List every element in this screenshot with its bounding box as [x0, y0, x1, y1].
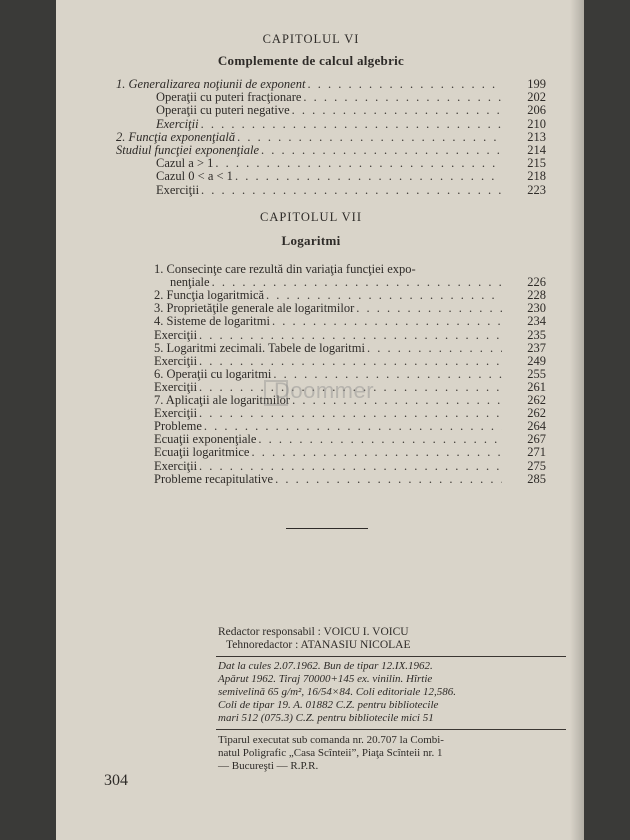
toc-entry: [154, 314, 504, 328]
toc-entry-page: 264: [527, 419, 546, 434]
toc-entry-title: 2. Funcţia exponenţială: [116, 129, 236, 144]
dot-leader: [212, 275, 502, 289]
toc-entry-page: 206: [527, 103, 546, 118]
toc-entry: [154, 419, 504, 433]
toc-entry-page: 237: [527, 340, 546, 355]
dot-leader: [215, 156, 502, 170]
imprint-line: Apărut 1962. Tiraj 70000+145 ex. vinilin. Hîrtie: [218, 673, 433, 685]
printing-line: — Bucureşti — R.P.R.: [218, 760, 319, 772]
dot-leader: [356, 301, 502, 315]
toc-entry: [116, 130, 504, 144]
dot-leader: [275, 472, 502, 486]
toc-entry: [116, 77, 504, 91]
dot-leader: [204, 419, 502, 433]
imprint-top-rule: [216, 656, 566, 657]
toc-entry: [154, 459, 504, 473]
toc-entry: [156, 90, 504, 104]
dot-leader: [201, 117, 502, 131]
dot-leader: [235, 169, 502, 183]
toc-entry-title: Operaţii cu puteri negative: [156, 103, 290, 118]
toc-entry-page: 210: [527, 116, 546, 131]
toc-entry: [154, 328, 504, 342]
toc-entry-page: 226: [527, 275, 546, 290]
watermark-text: Doommer: [274, 378, 375, 403]
toc-entry: [154, 354, 504, 368]
printing-line: Tiparul executat sub comanda nr. 20.707 la Combi-: [218, 734, 444, 746]
dot-leader: [261, 143, 502, 157]
toc-entry-page: 262: [527, 393, 546, 407]
dot-leader: [199, 406, 502, 420]
toc-entry-title: Exerciţii: [154, 327, 198, 342]
dot-leader: [292, 103, 502, 117]
toc-entry-page: 285: [527, 471, 546, 486]
toc-entry-title: 3. Proprietăţile generale ale logaritmilor: [154, 301, 355, 316]
tech-editor-credit: Tehnoredactor : ATANASIU NICOLAE: [226, 639, 411, 651]
dot-leader: [307, 77, 502, 91]
toc-entry-page: 214: [527, 143, 546, 157]
toc-entry-title: Exerciţii: [156, 182, 200, 197]
toc-entry-title: 6. Operaţii cu logaritmi: [154, 366, 272, 381]
dot-leader: [251, 445, 502, 459]
toc-entry-title: Operaţii cu puteri fracţionare: [156, 90, 302, 105]
toc-entry: [154, 472, 504, 486]
dot-leader: [258, 432, 502, 446]
toc-entry-title: Probleme: [154, 419, 202, 434]
imprint-bottom-rule: [216, 729, 566, 730]
book-page: [56, 0, 584, 840]
dot-leader: [201, 183, 502, 197]
toc-entry: [156, 117, 504, 131]
toc-entry-title: Cazul 0 < a < 1: [156, 169, 233, 184]
toc-entry-page: 218: [527, 169, 546, 184]
dot-leader: [303, 90, 502, 104]
editor-credit: Redactor responsabil : VOICU I. VOICU: [218, 626, 409, 638]
toc-entry-page: 271: [527, 445, 546, 460]
toc-entry-title: 4. Sisteme de logaritmi: [154, 314, 270, 329]
toc-entry-page: 215: [527, 156, 546, 171]
chapter-6-title: Complemente de calcul algebric: [217, 53, 405, 68]
toc-entry-page: 249: [527, 353, 546, 368]
dot-leader: [237, 130, 502, 144]
toc-entry: [116, 143, 504, 157]
toc-entry: [154, 301, 504, 315]
toc-entry: [154, 445, 504, 459]
toc-entry: [156, 183, 504, 197]
toc-entry-title: 1. Consecinţe care rezultă din variaţia funcţiei expo-: [154, 262, 416, 276]
toc-entry-title: 7. Aplicaţii ale logaritmilor: [154, 393, 291, 407]
toc-entry-page: 213: [527, 129, 546, 144]
toc-entry-page: 275: [527, 458, 546, 473]
chapter-7-title: Logaritmi: [281, 233, 341, 248]
toc-entry: [156, 103, 504, 117]
toc-entry-title: Studiul funcţiei exponenţiale: [116, 143, 260, 157]
toc-entry-page: 267: [527, 432, 546, 447]
imprint-line: mari 512 (075.3) C.Z. pentru bibliotecile mici 51: [218, 712, 434, 724]
toc-entry-title: Exerciţii: [154, 406, 198, 421]
dot-leader: [199, 459, 502, 473]
toc-entry-title: Ecuaţii exponenţiale: [154, 432, 257, 447]
dot-leader: [272, 314, 502, 328]
toc-entry-title: Exerciţii: [154, 353, 198, 368]
toc-entry-title: Exerciţii: [154, 458, 198, 473]
toc-entry-title: 5. Logaritmi zecimali. Tabele de logaritmi: [154, 340, 365, 355]
imprint-line: Dat la cules 2.07.1962. Bun de tipar 12.IX.1962.: [218, 660, 433, 672]
toc-entry: [154, 288, 504, 302]
toc-entry-title: 1. Generalizarea noţiunii de exponent: [116, 77, 306, 91]
toc-entry-page: 261: [527, 379, 546, 394]
toc-entry-page: 255: [527, 366, 546, 381]
toc-entry-page: 228: [527, 288, 546, 303]
toc-entry-page: 234: [527, 314, 546, 329]
toc-entry-page: 223: [527, 182, 546, 197]
toc-entry: [154, 406, 504, 420]
dot-leader: [199, 354, 502, 368]
toc-entry: [154, 262, 504, 276]
toc-entry: [154, 432, 504, 446]
imprint-line: Coli de tipar 19. A. 01882 C.Z. pentru bibliotecile: [218, 699, 439, 711]
toc-entry-title: Exerciţii: [156, 116, 199, 131]
toc-entry-title: Cazul a > 1: [156, 156, 214, 171]
section-divider: [286, 528, 368, 529]
imprint-line: semivelină 65 g/m², 16/54×84. Coli editoriale 12,586.: [218, 686, 457, 698]
toc-entry-page: 235: [527, 327, 546, 342]
printing-line: natul Poligrafic „Casa Scînteii”, Piaţa Scînteii nr. 1: [218, 747, 443, 759]
toc-entry-title: Exerciţii: [154, 379, 198, 394]
toc-entry-page: 262: [527, 406, 546, 421]
toc-entry-title: Probleme recapitulative: [154, 471, 274, 486]
toc-entry: [170, 275, 504, 289]
toc-entry-title: nenţiale: [170, 275, 210, 290]
dot-leader: [199, 328, 502, 342]
toc-entry-page: 202: [527, 90, 546, 105]
dot-leader: [367, 341, 502, 355]
chapter-7-label: CAPITOLUL VII: [259, 210, 362, 224]
toc-entry: [156, 156, 504, 170]
toc-entry: [154, 341, 504, 355]
toc-entry-page: 230: [527, 301, 546, 316]
toc-entry-title: Ecuaţii logaritmice: [154, 445, 250, 460]
chapter-6-label: CAPITOLUL VI: [262, 32, 360, 46]
page-number: 304: [104, 772, 128, 789]
toc-entry-title: 2. Funcţia logaritmică: [154, 288, 265, 303]
dot-leader: [266, 288, 502, 302]
toc-entry-page: 199: [527, 77, 546, 91]
toc-entry: [156, 169, 504, 183]
